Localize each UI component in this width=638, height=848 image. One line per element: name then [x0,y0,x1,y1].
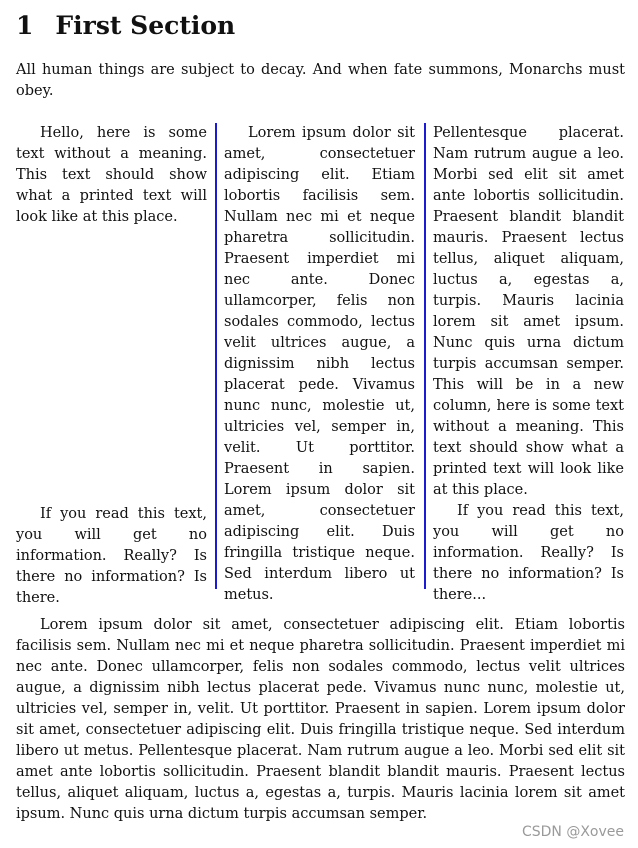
column-3 [433,123,624,606]
watermark: CSDN @Xovee [521,824,624,840]
column-2-paragraph-1: Lorem ipsum dolor sit amet, consectetuer adipiscing elit. Etiam lobortis facilisis sem. Nullam nec mi et neque pharetra sollicitudin. Praesent imperdiet mi nec ante. Donec ullamcorper, felis non sodales commodo, lectus velit ultrices augue, a dignissim nibh lectus placerat pede. Vivamus nunc nunc, molestie ut, ultricies vel, semper in, velit. Ut porttitor. Praesent in sapien. Lorem ipsum dolor sit amet, consectetuer adipiscing elit. Duis fringilla tristique neque. Sed interdum libero ut metus. [224,125,415,603]
document-page [16,0,625,825]
column-1 [16,123,207,606]
column-separator-1 [215,123,217,589]
column-2 [224,123,415,606]
column-3-paragraph-2: If you read this text, you will get no information. Really? Is there no information? Is there... [433,503,624,603]
three-column-block [16,123,625,606]
section-title: First Section [55,11,236,40]
closing-paragraph: Lorem ipsum dolor sit amet, consectetuer adipiscing elit. Etiam lobortis facilisis sem. Nullam nec mi et neque pharetra sollicitudin. Praesent imperdiet mi nec ante. Donec ullamcorper, felis non sodales commodo, lectus velit ultrices augue, a dignissim nibh lectus placerat pede. Vivamus nunc nunc, molestie ut, ultricies vel, semper in, velit. Ut porttitor. Praesent in sapien. Lorem ipsum dolor sit amet, consectetuer adipiscing elit. Duis fringilla tristique neque. Sed interdum libero ut metus. Pellentesque placerat. Nam rutrum augue a leo. Morbi sed elit sit amet ante lobortis sollicitudin. Praesent blandit blandit mauris. Praesent lectus tellus, aliquet aliquam, luctus a, egestas a, turpis. Mauris lacinia lorem sit amet ipsum. Nunc quis urna dictum turpis accumsan semper. [16,617,625,822]
intro-paragraph: All human things are subject to decay. And when fate summons, Monarchs must obey. [16,62,625,99]
section-heading [16,12,625,40]
column-separator-2 [424,123,426,589]
column-3-paragraph-1: Pellentesque placerat. Nam rutrum augue a leo. Morbi sed elit sit amet ante lobortis sollicitudin. Praesent blandit blandit mauris. Praesent lectus tellus, aliquet aliquam, luctus a, egestas a, turpis. Mauris lacinia lorem sit amet ipsum. Nunc quis urna dictum turpis accumsan semper. This will be in a new column, here is some text without a meaning. This text should show what a printed text will look like at this place. [433,125,624,498]
column-1-paragraph-1: Hello, here is some text without a meaning. This text should show what a printed text will look like at this place. [16,125,207,225]
section-number: 1 [16,11,34,40]
column-1-paragraph-2: If you read this text, you will get no information. Really? Is there no information? Is there. [16,506,207,606]
